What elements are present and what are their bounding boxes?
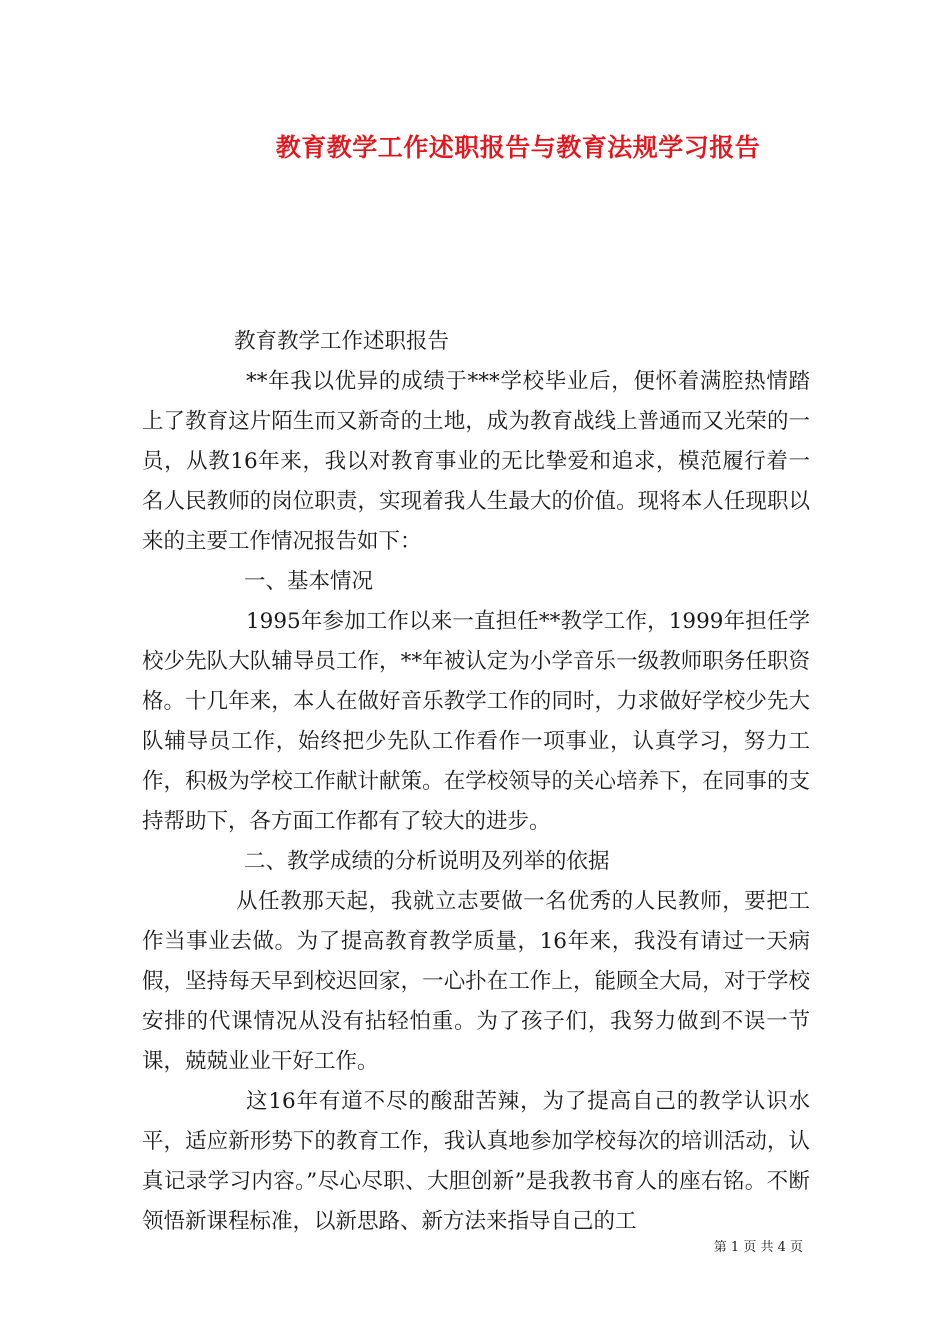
paragraph-teaching-results-1: 从任教那天起，我就立志要做一名优秀的人民教师，要把工作当事业去做。为了提高教育教学质量，16年来，我没有请过一天病假，坚持每天早到校迟回家，一心扑在工作上，能顾全大局，对于学校安排的代课情况从没有拈轻怕重。为了孩子们，我努力做到不误一节课，兢兢业业干好工作。 — [142, 889, 810, 1074]
paragraph-intro: **年我以优异的成绩于***学校毕业后，便怀着满腔热情踏上了教育这片陌生而又新奇的土地，成为教育战线上普通而又光荣的一员，从教16年来，我以对教育事业的无比挚爱和追求，模范履行着一名人民教师的岗位职责，实现着我人生最大的价值。现将本人任现职以来的主要工作情况报告如下： — [142, 369, 810, 554]
section-heading-teaching-results: 二、教学成绩的分析说明及列举的依据 — [244, 849, 610, 874]
paragraph-teaching-results-2: 这16年有道不尽的酸甜苦辣，为了提高自己的教学认识水平，适应新形势下的教育工作，我认真地参加学校每次的培训活动，认真记录学习内容。”尽心尽职、大胆创新”是我教书育人的座右铭。不断领悟新课程标准，以新思路、新方法来指导自己的工 — [142, 1089, 810, 1234]
document-title: 教育教学工作述职报告与教育法规学习报告 — [275, 133, 761, 162]
report-subtitle: 教育教学工作述职报告 — [234, 329, 450, 354]
document-body — [142, 322, 810, 1242]
section-heading-basic-info: 一、基本情况 — [244, 569, 374, 594]
page-number-footer: 第 1 页 共 4 页 — [713, 1240, 803, 1255]
paragraph-basic-info: 1995年参加工作以来一直担任**教学工作，1999年担任学校少先队大队辅导员工作，**年被认定为小学音乐一级教师职务任职资格。十几年来，本人在做好音乐教学工作的同时，力求做好学校少先大队辅导员工作，始终把少先队工作看作一项事业，认真学习，努力工作，积极为学校工作献计献策。在学校领导的关心培养下，在同事的支持帮助下，各方面工作都有了较大的进步。 — [142, 609, 810, 834]
